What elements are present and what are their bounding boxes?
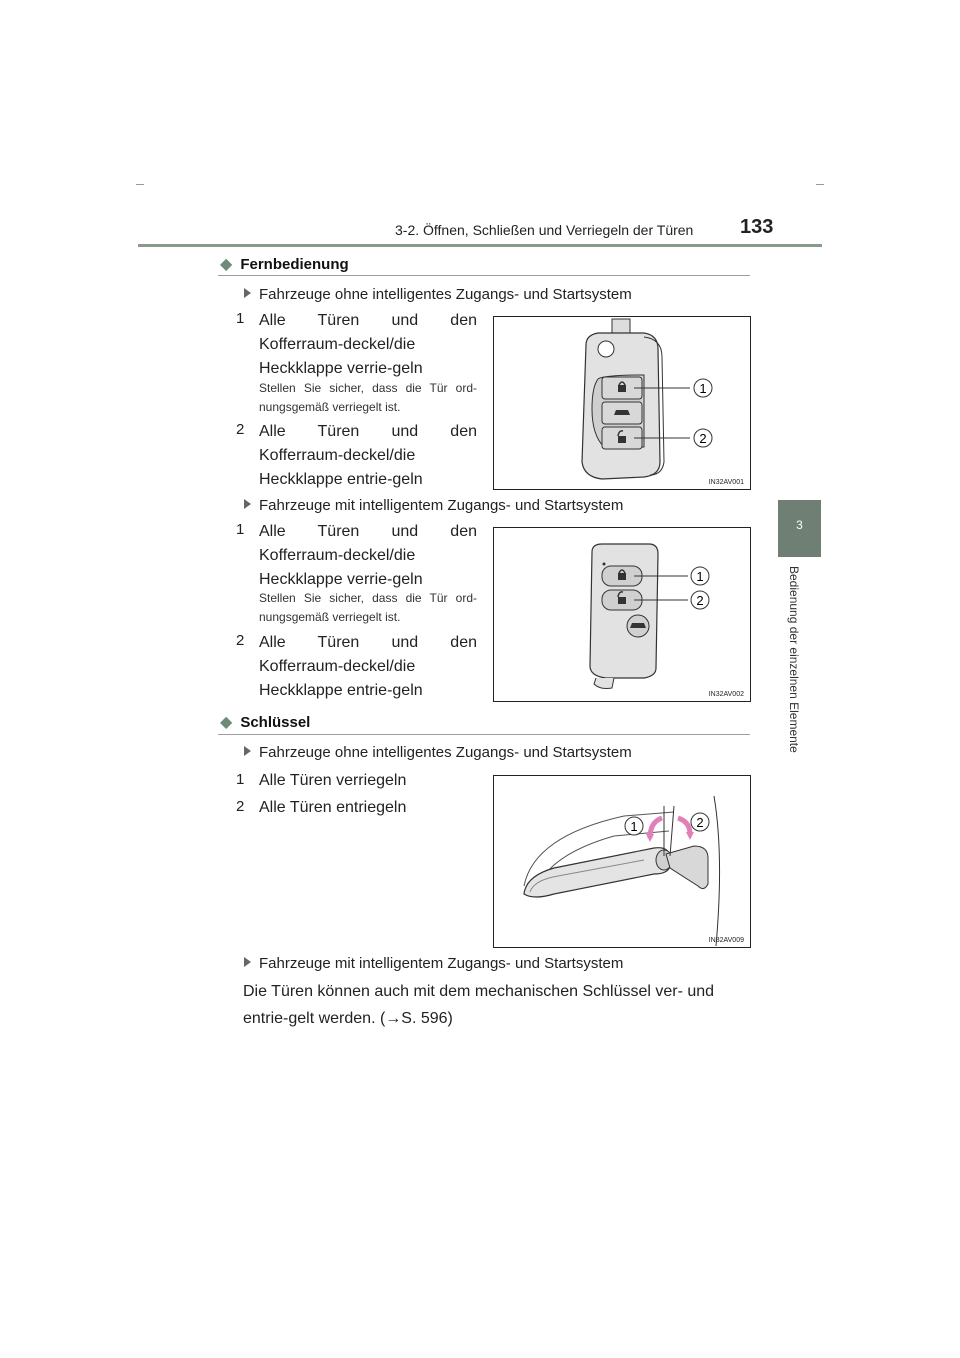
flip-key-illustration	[494, 317, 750, 489]
subheading: Fahrzeuge mit intelligentem Zugangs- und Startsystem	[244, 497, 623, 514]
step-number: 2	[236, 632, 245, 649]
callout-2: 2	[696, 593, 704, 608]
callout-1: 1	[630, 819, 638, 834]
chapter-number: 3	[796, 518, 803, 532]
step-number: 1	[236, 310, 245, 327]
body-text: Die Türen können auch mit dem mechanischen Schlüssel ver- und entrie-gelt werden. (→S. 596)	[243, 983, 715, 1027]
callout-2: 2	[696, 815, 704, 830]
crop-mark	[816, 184, 824, 185]
subheading: Fahrzeuge mit intelligentem Zugangs- und Startsystem	[244, 955, 623, 972]
section-heading-key: ◆ Schlüssel	[220, 714, 311, 731]
header-rule	[138, 244, 822, 247]
step-number: 1	[236, 521, 245, 538]
arrow-right-icon	[244, 746, 251, 756]
figure-code: IN32AV002	[708, 691, 744, 698]
section-rule	[218, 275, 750, 276]
step-text: Alle Türen entriegeln	[259, 799, 407, 816]
callout-2: 2	[699, 431, 707, 446]
callout-1: 1	[696, 569, 704, 584]
note-text: Stellen Sie sicher, dass die Tür ord-nungsgemäß verriegelt ist.	[259, 591, 477, 624]
figure-remote-flip-key	[493, 316, 751, 490]
step-text: Alle Türen und den Kofferraum-deckel/die Heckklappe entrie-geln	[259, 634, 477, 699]
arrow-right-icon	[244, 288, 251, 298]
step-text: Alle Türen und den Kofferraum-deckel/die Heckklappe verrie-geln	[259, 312, 477, 377]
step-text: Alle Türen verriegeln	[259, 772, 407, 789]
figure-code: IN32AV001	[708, 479, 744, 486]
door-handle-key-illustration	[494, 776, 750, 947]
step-number: 2	[236, 798, 245, 815]
chapter-title: Bedienung der einzelnen Elemente	[787, 566, 801, 753]
running-header: 3-2. Öffnen, Schließen und Verriegeln der Türen	[395, 222, 694, 238]
crop-mark	[136, 184, 144, 185]
section-heading-remote: ◆ Fernbedienung	[220, 256, 349, 273]
smart-key-illustration	[494, 528, 750, 701]
arrow-right-icon	[244, 957, 251, 967]
step-number: 1	[236, 771, 245, 788]
arrow-right-icon	[244, 499, 251, 509]
subheading: Fahrzeuge ohne intelligentes Zugangs- und Startsystem	[244, 286, 632, 303]
step-text: Alle Türen und den Kofferraum-deckel/die Heckklappe entrie-geln	[259, 423, 477, 488]
diamond-icon: ◆	[220, 714, 233, 731]
step-number: 2	[236, 421, 245, 438]
note-text: Stellen Sie sicher, dass die Tür ord-nungsgemäß verriegelt ist.	[259, 381, 477, 414]
figure-code: IN32AV009	[708, 937, 744, 944]
diamond-icon: ◆	[220, 256, 233, 273]
section-rule	[218, 734, 750, 735]
figure-door-key	[493, 775, 751, 948]
callout-1: 1	[699, 381, 707, 396]
page-number: 133	[740, 216, 774, 238]
step-text: Alle Türen und den Kofferraum-deckel/die Heckklappe verrie-geln	[259, 523, 477, 588]
figure-smart-key	[493, 527, 751, 702]
subheading: Fahrzeuge ohne intelligentes Zugangs- und Startsystem	[244, 744, 632, 761]
